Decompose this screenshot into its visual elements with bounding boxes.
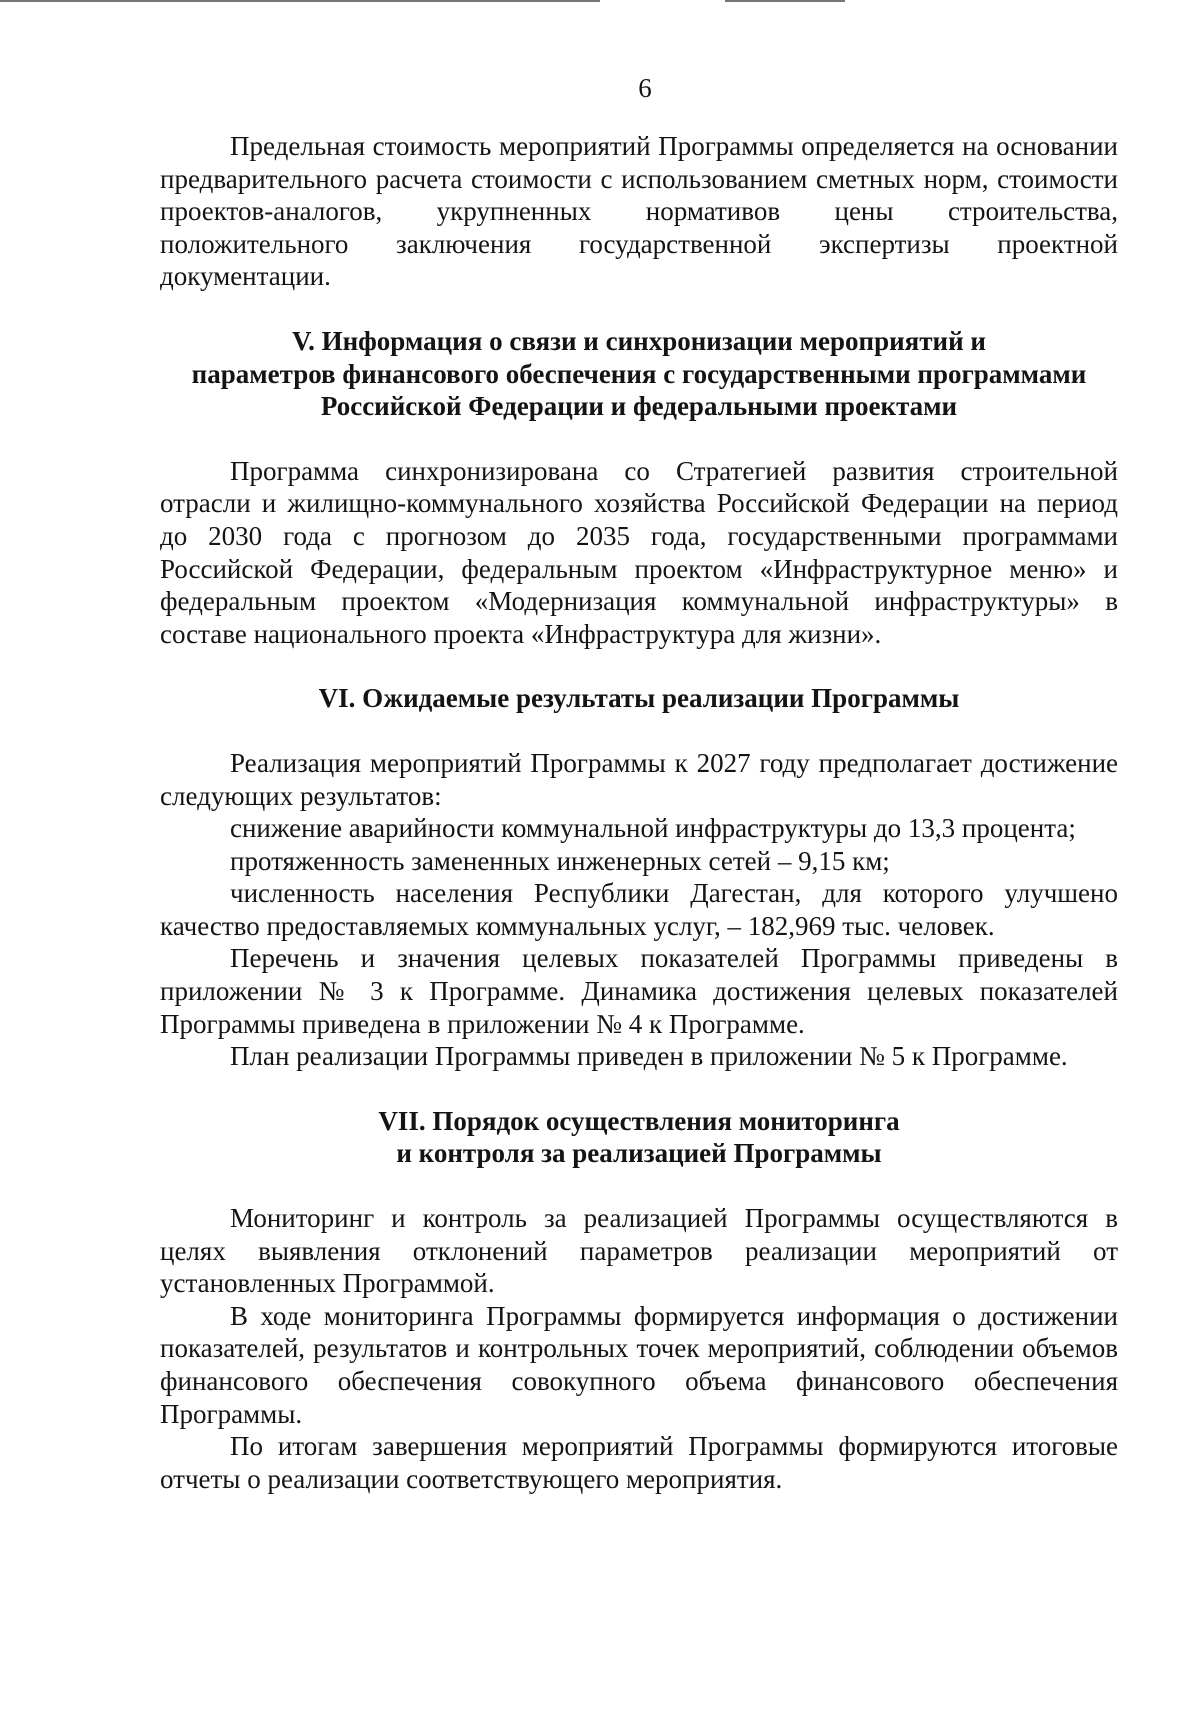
section-heading-line: параметров финансового обеспечения с государственными программами <box>191 358 1087 389</box>
body-paragraph: Предельная стоимость мероприятий Программы определяется на основании предварительного расчета стоимости с использованием сметных норм, стоимости проектов-аналогов, укрупненных нормативов цены строительства, положительного заключения государственной экспертизы проектной документации. <box>160 131 1118 292</box>
body-paragraph: Реализация мероприятий Программы к 2027 году предполагает достижение следующих результатов: <box>160 747 1118 811</box>
section-heading <box>160 682 1118 715</box>
list-item: снижение аварийности коммунальной инфраструктуры до 13,3 процента; <box>230 813 1076 844</box>
section-heading <box>160 1105 1118 1170</box>
section-heading-line: и контроля за реализацией Программы <box>396 1138 882 1169</box>
list-item: численность населения Республики Дагестан, для которого улучшено качество предоставляемых коммунальных услуг, – 182,969 тыс. человек. <box>160 878 1118 941</box>
intro-section <box>160 130 1118 293</box>
body-paragraph: В ходе мониторинга Программы формируется информация о достижении показателей, результатов и контрольных точек мероприятий, соблюдении объемов финансового обеспечения совокупного объема финансового обеспечения Программы. <box>160 1300 1118 1429</box>
body-paragraph: Программа синхронизирована со Стратегией развития строительной отрасли и жилищно-коммунального хозяйства Российской Федерации на период до 2030 года с прогнозом до 2035 года, государственными программами Российской Федерации, федеральным проектом «Инфраструктурное меню» и федеральным проектом «Модернизация коммунальной инфраструктуры» в составе национального проекта «Инфраструктура для жизни». <box>160 455 1118 649</box>
section-7 <box>160 1105 1118 1496</box>
section-heading-line: VII. Порядок осуществления мониторинга <box>378 1105 900 1136</box>
section-heading-line: VI. Ожидаемые результаты реализации Программы <box>318 683 960 714</box>
section-heading <box>160 325 1118 423</box>
body-paragraph: Мониторинг и контроль за реализацией Программы осуществляются в целях выявления отклонений параметров реализации мероприятий от установленных Программой. <box>160 1203 1118 1299</box>
body-paragraph: План реализации Программы приведен в приложении № 5 к Программе. <box>230 1041 1068 1072</box>
scan-edge-line <box>0 0 600 2</box>
section-5 <box>160 325 1118 650</box>
section-6 <box>160 682 1118 1073</box>
body-paragraph: Перечень и значения целевых показателей Программы приведены в приложении № 3 к Программе. Динамика достижения целевых показателей Программы приведена в приложении № 4 к Программе. <box>160 943 1118 1039</box>
page-number: 6 <box>638 73 652 103</box>
body-paragraph: По итогам завершения мероприятий Программы формируются итоговые отчеты о реализации соответствующего мероприятия. <box>160 1431 1118 1494</box>
scan-edge-line <box>725 0 845 2</box>
section-heading-line: V. Информация о связи и синхронизации мероприятий и <box>292 325 986 356</box>
list-item: протяженность замененных инженерных сетей – 9,15 км; <box>230 845 890 876</box>
section-heading-line: Российской Федерации и федеральными проектами <box>320 391 958 422</box>
